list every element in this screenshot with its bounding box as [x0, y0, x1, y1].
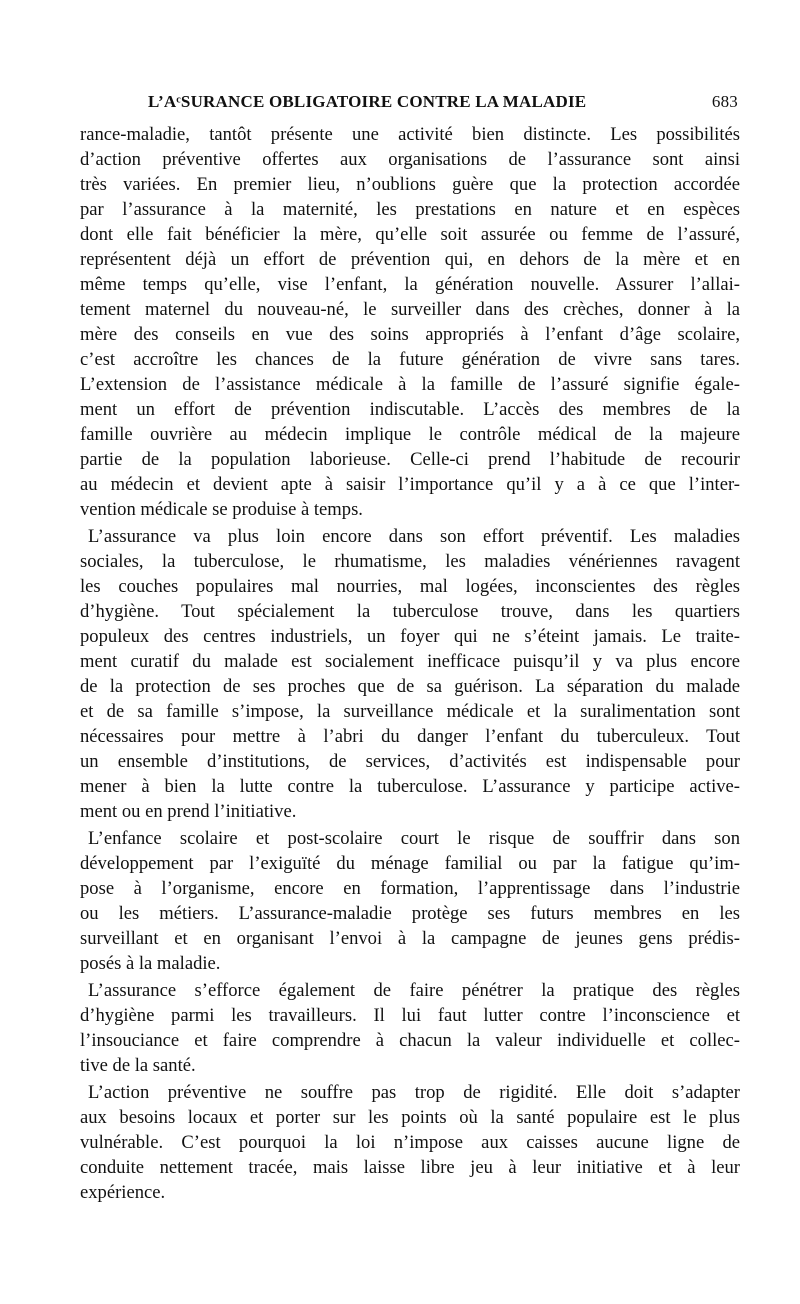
text-line: L’extension de l’assistance médicale à la famille de l’assuré signifie égale- — [80, 374, 740, 395]
text-line: dont elle fait bénéficier la mère, qu’elle soit assurée ou femme de l’assuré, — [80, 224, 740, 245]
text-line: mener à bien la lutte contre la tuberculose. L’assurance y participe active- — [80, 776, 740, 797]
text-line: et de sa famille s’impose, la surveillance médicale et la suralimentation sont — [80, 701, 740, 722]
text-line: expérience. — [80, 1182, 166, 1203]
text-line: l’insouciance et faire comprendre à chacun la valeur individuelle et collec- — [80, 1030, 740, 1051]
text-line: aux besoins locaux et porter sur les points où la santé populaire est le plus — [80, 1107, 740, 1128]
text-line: très variées. En premier lieu, n’oublions guère que la protection accordée — [80, 174, 740, 195]
document-page — [80, 88, 740, 1207]
paragraph — [80, 978, 740, 1078]
text-line: L’assurance va plus loin encore dans son effort préventif. Les maladies — [88, 526, 740, 547]
paragraph — [80, 122, 740, 522]
paragraph — [80, 826, 740, 976]
text-line: surveillant et en organisant l’envoi à la campagne de jeunes gens prédis- — [80, 928, 740, 949]
running-head — [80, 88, 740, 118]
text-line: L’enfance scolaire et post-scolaire court le risque de souffrir dans son — [88, 828, 740, 849]
text-line: les couches populaires mal nourries, mal logées, inconscientes des règles — [80, 576, 740, 597]
text-line: même temps qu’elle, vise l’enfant, la génération nouvelle. Assurer l’allai- — [80, 274, 740, 295]
text-line: sociales, la tuberculose, le rhumatisme, les maladies vénériennes ravagent — [80, 551, 740, 572]
text-line: L’action préventive ne souffre pas trop de rigidité. Elle doit s’adapter — [88, 1082, 740, 1103]
text-line: d’hygiène. Tout spécialement la tuberculose trouve, dans les quartiers — [80, 601, 740, 622]
text-line: de la protection de ses proches que de sa guérison. La séparation du malade — [80, 676, 740, 697]
text-line: famille ouvrière au médecin implique le contrôle médical de la majeure — [80, 424, 740, 445]
text-line: vention médicale se produise à temps. — [80, 499, 363, 520]
body-text — [80, 122, 740, 1205]
text-line: ment ou en prend l’initiative. — [80, 801, 297, 822]
running-title: L’AᶜSURANCE OBLIGATOIRE CONTRE LA MALADIE — [148, 92, 587, 111]
text-line: un ensemble d’institutions, de services, d’activités est indispensable pour — [80, 751, 740, 772]
text-line: nécessaires pour mettre à l’abri du danger l’enfant du tuberculeux. Tout — [80, 726, 740, 747]
text-line: par l’assurance à la maternité, les prestations en nature et en espèces — [80, 199, 740, 220]
paragraph — [80, 1080, 740, 1205]
text-line: partie de la population laborieuse. Celle-ci prend l’habitude de recourir — [80, 449, 740, 470]
text-line: populeux des centres industriels, un foyer qui ne s’éteint jamais. Le traite- — [80, 626, 740, 647]
text-line: vulnérable. C’est pourquoi la loi n’impose aux caisses aucune ligne de — [80, 1132, 740, 1153]
text-line: c’est accroître les chances de la future génération de vivre sans tares. — [80, 349, 740, 370]
text-line: d’hygiène parmi les travailleurs. Il lui faut lutter contre l’inconscience et — [80, 1005, 740, 1026]
paragraph — [80, 524, 740, 824]
text-line: tement maternel du nouveau-né, le surveiller dans des crèches, donner à la — [80, 299, 740, 320]
text-line: ou les métiers. L’assurance-maladie protège ses futurs membres en les — [80, 903, 740, 924]
text-line: rance-maladie, tantôt présente une activité bien distincte. Les possibilités — [80, 124, 740, 145]
text-line: au médecin et devient apte à saisir l’importance qu’il y a à ce que l’inter- — [80, 474, 740, 495]
text-line: L’assurance s’efforce également de faire pénétrer la pratique des règles — [88, 980, 740, 1001]
text-line: représentent déjà un effort de prévention qui, en dehors de la mère et en — [80, 249, 740, 270]
text-line: tive de la santé. — [80, 1055, 196, 1076]
text-line: pose à l’organisme, encore en formation, l’apprentissage dans l’industrie — [80, 878, 740, 899]
page-number: 683 — [711, 92, 738, 111]
text-line: posés à la maladie. — [80, 953, 221, 974]
text-line: d’action préventive offertes aux organisations de l’assurance sont ainsi — [80, 149, 740, 170]
text-line: conduite nettement tracée, mais laisse libre jeu à leur initiative et à leur — [80, 1157, 740, 1178]
text-line: ment un effort de prévention indiscutable. L’accès des membres de la — [80, 399, 740, 420]
text-line: mère des conseils en vue des soins appropriés à l’enfant d’âge scolaire, — [80, 324, 740, 345]
text-line: ment curatif du malade est socialement inefficace puisqu’il y va plus encore — [80, 651, 740, 672]
text-line: développement par l’exiguïté du ménage familial ou par la fatigue qu’im- — [80, 853, 740, 874]
